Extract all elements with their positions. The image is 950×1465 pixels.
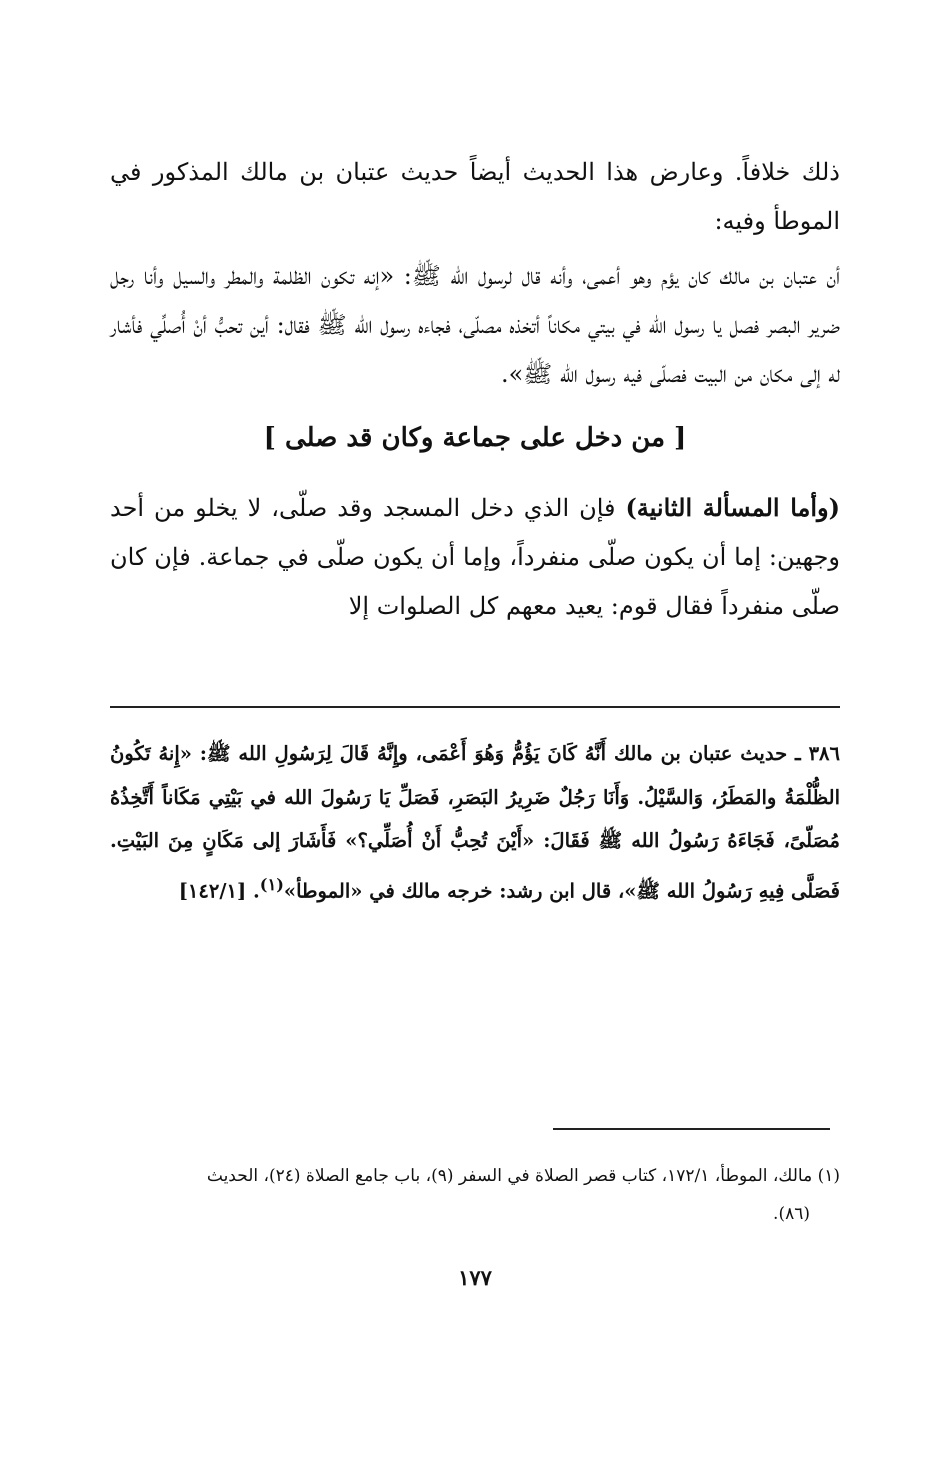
page-number: ١٧٧ bbox=[458, 1265, 492, 1290]
quote-paragraph: أن عتبان بن مالك كان يؤم وهو أعمى، وأنه قال لرسول الله ﷺ: «إنه تكون الظلمة والمطر والسيل وأنا رجل ضرير البصر فصل يا رسول الله في بيتي مكاناً أتخذه مصلّى، فجاءه رسول الله ﷺ فقال: أين تحبُّ أنْ أُصلِّي فأشار له إلى مكان من البيت فصلّى فيه رسول الله ﷺ». bbox=[110, 262, 841, 388]
footnote-main: (١) مالك، الموطأ، ١٧٢/١، كتاب قصر الصلاة في السفر (٩)، باب جامع الصلاة (٢٤)، الحديث bbox=[206, 1166, 840, 1186]
hadith-note bbox=[110, 732, 840, 913]
hadith-note-ref: (١) bbox=[259, 874, 284, 894]
second-issue-text: فإن الذي دخل المسجد وقد صلّى، لا يخلو من أحد وجهين: إما أن يكون صلّى منفرداً، وإما أن يكون صلّى في جماعة. فإن كان صلّى منفرداً فقال قوم: يعيد معهم كل الصلوات إلا bbox=[110, 494, 840, 620]
footnote-separator-rule bbox=[553, 1128, 830, 1130]
section-heading: [ من دخل على جماعة وكان قد صلى ] bbox=[263, 423, 687, 453]
paragraph-intro: ذلك خلافاً. وعارض هذا الحديث أيضاً حديث عتبان بن مالك المذكور في الموطأ وفيه: bbox=[110, 158, 840, 235]
main-text bbox=[110, 148, 840, 631]
hadith-note-end: . [١٤٢/١] bbox=[178, 879, 260, 902]
hadith-note-text: ٣٨٦ ـ حديث عتبان بن مالك أَنَّهُ كَانَ يَؤُمُّ وَهُوَ أَعْمَى، وإِنَّهُ قَالَ لِرَسُولِ الله ﷺ: «إِنهُ تَكُونُ الظُّلْمَةُ والمَطَرُ، وَالسَّيْلُ. وَأَنَا رَجُلٌ ضَرِيرُ البَصَرِ، فَصَلِّ يَا رَسُولَ الله في بَيْتِي مَكَاناً أَتَّخِذُهُ مُصَلّىً، فَجَاءَهُ رَسُولُ الله ﷺ فَقَالَ: «أَيْنَ تُحِبُّ أَنْ أُصَلِّي؟» فَأَشَارَ إلى مَكَانٍ مِنَ البَيْتِ. فَصَلَّى فِيهِ رَسُولُ الله ﷺ»، قال ابن رشد: خرجه مالك في «الموطأ» bbox=[110, 742, 840, 902]
second-issue-lead: (وأما المسألة الثانية) bbox=[625, 493, 840, 522]
footnote bbox=[110, 1157, 840, 1233]
footnote-end: (٨٦). bbox=[773, 1204, 810, 1224]
paragraph-second-issue bbox=[110, 483, 840, 631]
main-separator-rule bbox=[110, 706, 840, 708]
